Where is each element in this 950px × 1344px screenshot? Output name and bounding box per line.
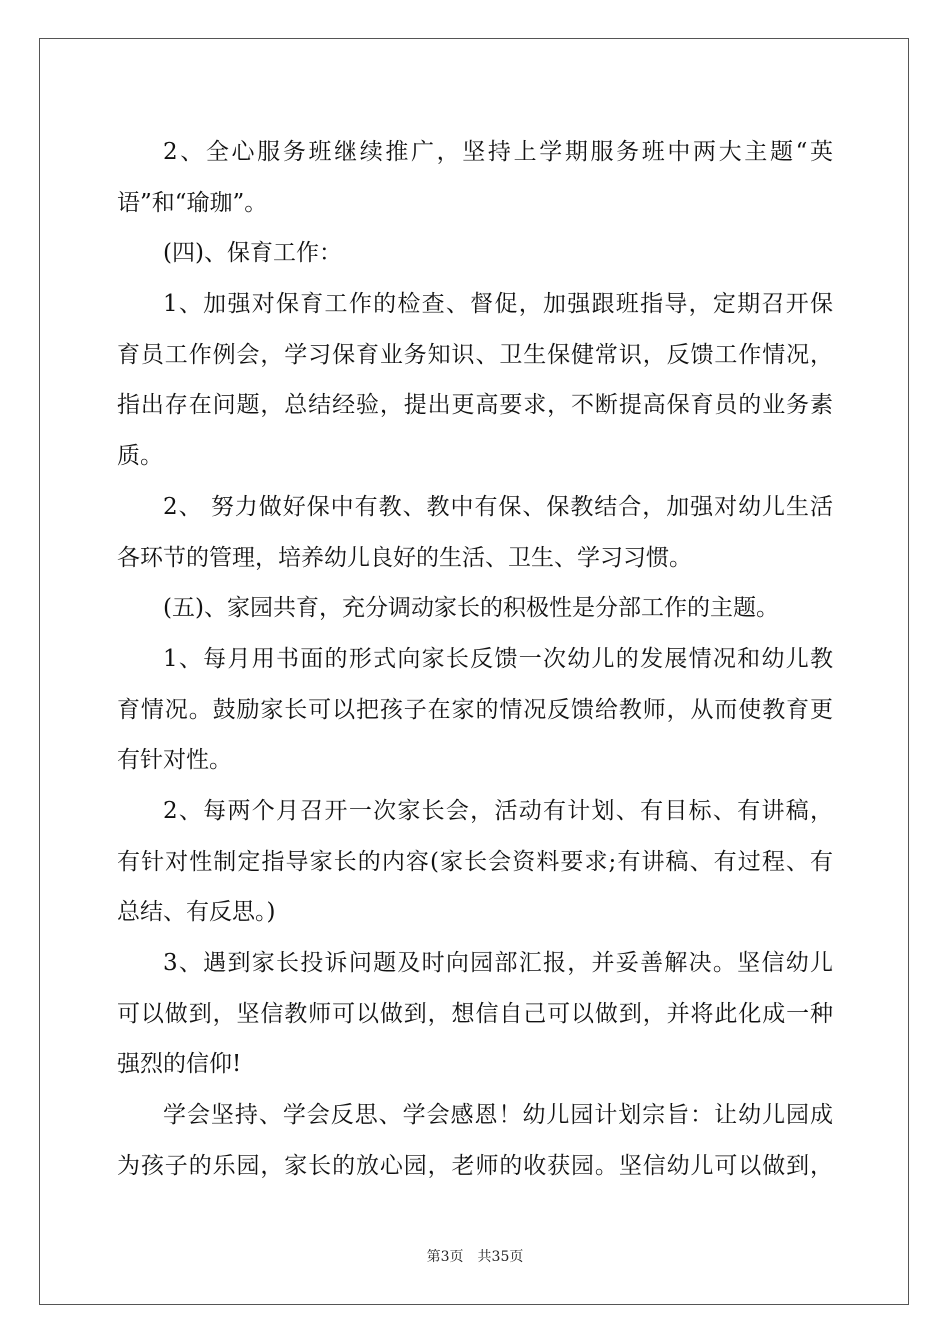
text-line: 3、遇到家长投诉问题及时向园部汇报，并妥善解决。坚信幼儿 bbox=[163, 950, 833, 976]
text-line: 强烈的信仰! bbox=[117, 1051, 242, 1078]
text-line: 语”和“瑜珈”。 bbox=[117, 189, 268, 216]
section-heading: (五)、家园共育，充分调动家长的积极性是分部工作的主题。 bbox=[163, 595, 779, 622]
text-line: 为孩子的乐园，家长的放心园，老师的收获园。坚信幼儿可以做到， bbox=[117, 1152, 833, 1179]
text-line: 2、 努力做好保中有教、教中有保、保教结合，加强对幼儿生活 bbox=[163, 493, 833, 520]
text-line: 学会坚持、学会反思、学会感恩！幼儿园计划宗旨：让幼儿园成 bbox=[163, 1102, 833, 1129]
text-line: 可以做到，坚信教师可以做到，想信自己可以做到，并将此化成一种 bbox=[117, 1000, 833, 1027]
document-body bbox=[117, 127, 833, 1191]
page-number: 第3页 bbox=[426, 1249, 464, 1265]
text-line: 有针对性。 bbox=[117, 747, 232, 774]
text-line: 质。 bbox=[117, 443, 163, 470]
text-line: 1、每月用书面的形式向家长反馈一次幼儿的发展情况和幼儿教 bbox=[163, 645, 833, 672]
section-heading: (四)、保育工作： bbox=[163, 240, 342, 267]
text-line: 各环节的管理，培养幼儿良好的生活、卫生、学习习惯。 bbox=[117, 544, 692, 571]
total-pages: 共35页 bbox=[477, 1249, 524, 1265]
page-footer bbox=[0, 1248, 950, 1266]
text-line: 2、每两个月召开一次家长会，活动有计划、有目标、有讲稿， bbox=[163, 797, 833, 824]
text-line: 总结、有反思。) bbox=[117, 899, 276, 926]
text-line: 2、全心服务班继续推广，坚持上学期服务班中两大主题“英 bbox=[163, 139, 833, 165]
text-line: 指出存在问题，总结经验，提出更高要求，不断提高保育员的业务素 bbox=[117, 392, 833, 419]
text-line: 1、加强对保育工作的检查、督促，加强跟班指导，定期召开保 bbox=[163, 291, 833, 318]
text-line: 育情况。鼓励家长可以把孩子在家的情况反馈给教师，从而使教育更 bbox=[117, 696, 833, 723]
text-line: 有针对性制定指导家长的内容(家长会资料要求;有讲稿、有过程、有 bbox=[117, 848, 833, 875]
text-line: 育员工作例会，学习保育业务知识、卫生保健常识，反馈工作情况， bbox=[117, 341, 833, 368]
